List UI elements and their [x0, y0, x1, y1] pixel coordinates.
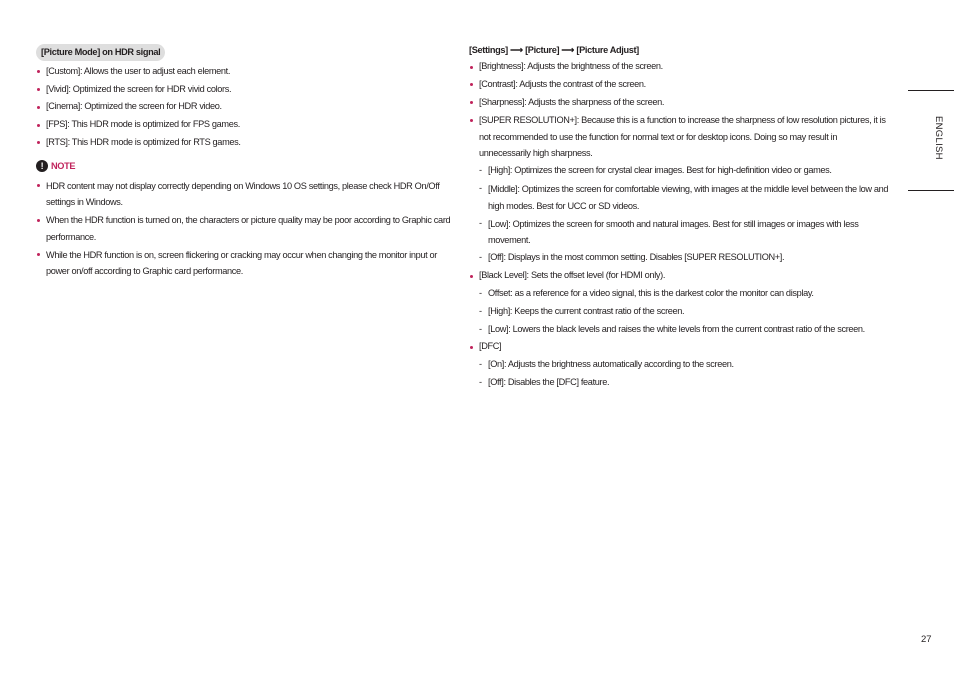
language-label: ENGLISH [933, 116, 944, 160]
sub-list-item: - [Middle]: Optimizes the screen for comfortable viewing, with images at the middle level between the low and high modes. Best for UCC or SD videos. [469, 180, 889, 215]
list-item: [SUPER RESOLUTION+]: Because this is a function to increase the sharpness of low resolution pictures, it is not recommended to use the function for normal text or for desktop icons. Doing so may result in unnecessarily high sharpness. [469, 111, 889, 162]
sub-list-item: - [On]: Adjusts the brightness automatically according to the screen. [469, 356, 889, 374]
sub-list-item: - [Low]: Optimizes the screen for smooth and natural images. Best for still images or images with less movement. [469, 215, 889, 250]
sub-list-item: - [High]: Optimizes the screen for crystal clear images. Best for high-definition video or games. [469, 162, 889, 180]
hdr-mode-list [36, 63, 456, 152]
page-number: 27 [921, 634, 932, 645]
note-list [36, 177, 456, 281]
list-item: [RTS]: This HDR mode is optimized for RTS games. [36, 134, 456, 152]
sub-list-item: - [Off]: Disables the [DFC] feature. [469, 374, 889, 392]
list-item: [Black Level]: Sets the offset level (for HDMI only). [469, 267, 889, 285]
list-item: [Vivid]: Optimized the screen for HDR vivid colors. [36, 81, 456, 99]
list-item: [FPS]: This HDR mode is optimized for FPS games. [36, 116, 456, 134]
sub-list-item: - Offset: as a reference for a video signal, this is the darkest color the monitor can display. [469, 285, 889, 303]
picture-adjust-list [469, 58, 889, 392]
note-label: NOTE [51, 160, 76, 171]
note-heading [36, 157, 456, 175]
sub-list-item: - [Low]: Lowers the black levels and raises the white levels from the current contrast ratio of the screen. [469, 321, 889, 339]
list-item: [Brightness]: Adjusts the brightness of the screen. [469, 58, 889, 76]
sub-list-item: - [High]: Keeps the current contrast ratio of the screen. [469, 303, 889, 321]
list-item: [Custom]: Allows the user to adjust each element. [36, 63, 456, 81]
list-item: When the HDR function is turned on, the characters or picture quality may be poor according to Graphic card performance. [36, 211, 456, 246]
list-item: HDR content may not display correctly depending on Windows 10 OS settings, please check HDR On/Off settings in Windows. [36, 177, 456, 212]
list-item: While the HDR function is on, screen flickering or cracking may occur when changing the monitor input or power on/off according to Graphic card performance. [36, 246, 456, 281]
side-divider-bottom [908, 190, 954, 191]
right-column [469, 42, 889, 392]
list-item: [DFC] [469, 338, 889, 356]
sub-list-item: - [Off]: Displays in the most common setting. Disables [SUPER RESOLUTION+]. [469, 249, 889, 267]
section-title: [Picture Mode] on HDR signal [36, 44, 165, 61]
list-item: [Cinema]: Optimized the screen for HDR video. [36, 98, 456, 116]
breadcrumb: [Settings] ⟶ [Picture] ⟶ [Picture Adjust] [469, 45, 639, 55]
list-item: [Sharpness]: Adjusts the sharpness of the screen. [469, 94, 889, 112]
exclamation-icon: ! [36, 160, 48, 172]
left-column [36, 44, 456, 281]
side-divider-top [908, 90, 954, 91]
list-item: [Contrast]: Adjusts the contrast of the screen. [469, 76, 889, 94]
